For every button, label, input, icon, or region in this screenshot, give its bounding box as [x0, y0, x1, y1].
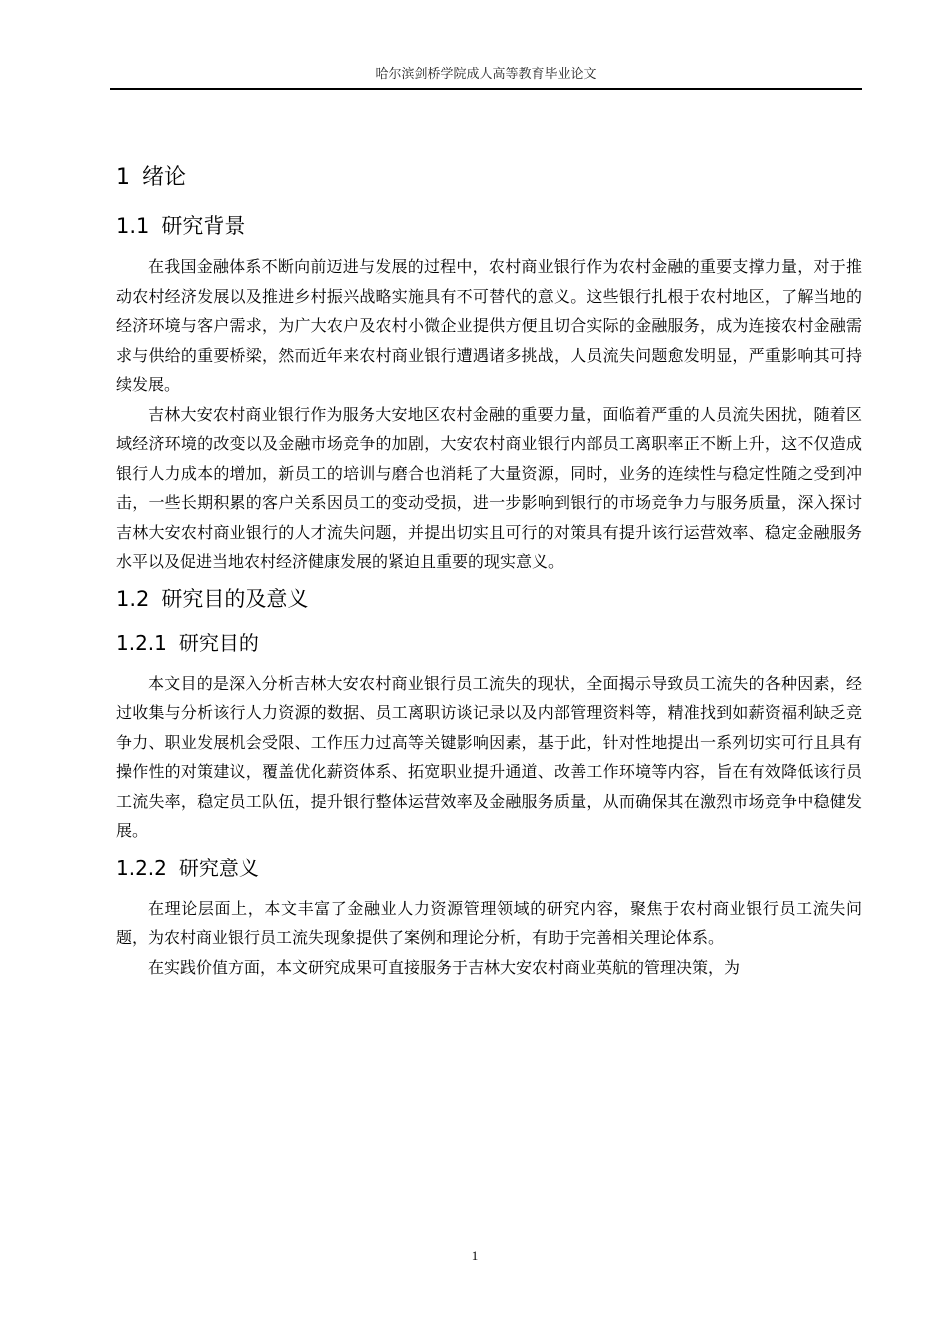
section-title: 研究目的及意义	[161, 586, 309, 611]
header-rule	[110, 88, 862, 90]
chapter-heading	[116, 160, 862, 196]
chapter-number: 1	[116, 165, 130, 190]
chapter-title: 绪论	[142, 165, 187, 190]
paragraph: 在理论层面上，本文丰富了金融业人力资源管理领域的研究内容，聚焦于农村商业银行员工流失问题，为农村商业银行员工流失现象提供了案例和理论分析，有助于完善相关理论体系。	[116, 898, 862, 947]
paragraph: 在我国金融体系不断向前迈进与发展的过程中，农村商业银行作为农村金融的重要支撑力量，对于推动农村经济发展以及推进乡村振兴战略实施具有不可替代的意义。这些银行扎根于农村地区，了解当地的经济环境与客户需求，为广大农户及农村小微企业提供方便且切合实际的金融服务，成为连接农村金融需求与供给的重要桥梁，然而近年来农村商业银行遭遇诸多挑战，人员流失问题愈发明显，严重影响其可持续发展。	[116, 257, 862, 394]
subsection-number: 1.2.2	[116, 855, 167, 880]
section-heading-1-1	[116, 208, 862, 244]
page-content	[116, 160, 862, 982]
subsection-heading-1-2-2	[116, 850, 862, 886]
subsection-title: 研究意义	[178, 855, 259, 880]
subsection-heading-1-2-1	[116, 625, 862, 661]
paragraph: 在实践价值方面，本文研究成果可直接服务于吉林大安农村商业英航的管理决策，为	[148, 957, 741, 977]
section-number: 1.2	[116, 586, 150, 611]
section-heading-1-2	[116, 581, 862, 617]
page-header: 哈尔滨剑桥学院成人高等教育毕业论文	[375, 67, 597, 82]
paragraph: 吉林大安农村商业银行作为服务大安地区农村金融的重要力量，面临着严重的人员流失困扰，随着区域经济环境的改变以及金融市场竞争的加剧，大安农村商业银行内部员工离职率正不断上升，这不仅造成银行人力成本的增加，新员工的培训与磨合也消耗了大量资源，同时，业务的连续性与稳定性随之受到冲击，一些长期积累的客户关系因员工的变动受损，进一步影响到银行的市场竞争力与服务质量，深入探讨吉林大安农村商业银行的人才流失问题，并提出切实且可行的对策具有提升该行运营效率、稳定金融服务水平以及促进当地农村经济健康发展的紧迫且重要的现实意义。	[116, 404, 862, 571]
page-number: 1	[471, 1248, 479, 1263]
paragraph: 本文目的是深入分析吉林大安农村商业银行员工流失的现状，全面揭示导致员工流失的各种因素，经过收集与分析该行人力资源的数据、员工离职访谈记录以及内部管理资料等，精准找到如薪资福利缺乏竞争力、职业发展机会受限、工作压力过高等关键影响因素，基于此，针对性地提出一系列切实可行且具有操作性的对策建议，覆盖优化薪资体系、拓宽职业提升通道、改善工作环境等内容，旨在有效降低该行员工流失率，稳定员工队伍，提升银行整体运营效率及金融服务质量，从而确保其在激烈市场竞争中稳健发展。	[116, 673, 862, 840]
subsection-title: 研究目的	[178, 630, 259, 655]
section-number: 1.1	[116, 214, 150, 238]
subsection-number: 1.2.1	[116, 630, 167, 655]
section-title: 研究背景	[161, 214, 246, 238]
